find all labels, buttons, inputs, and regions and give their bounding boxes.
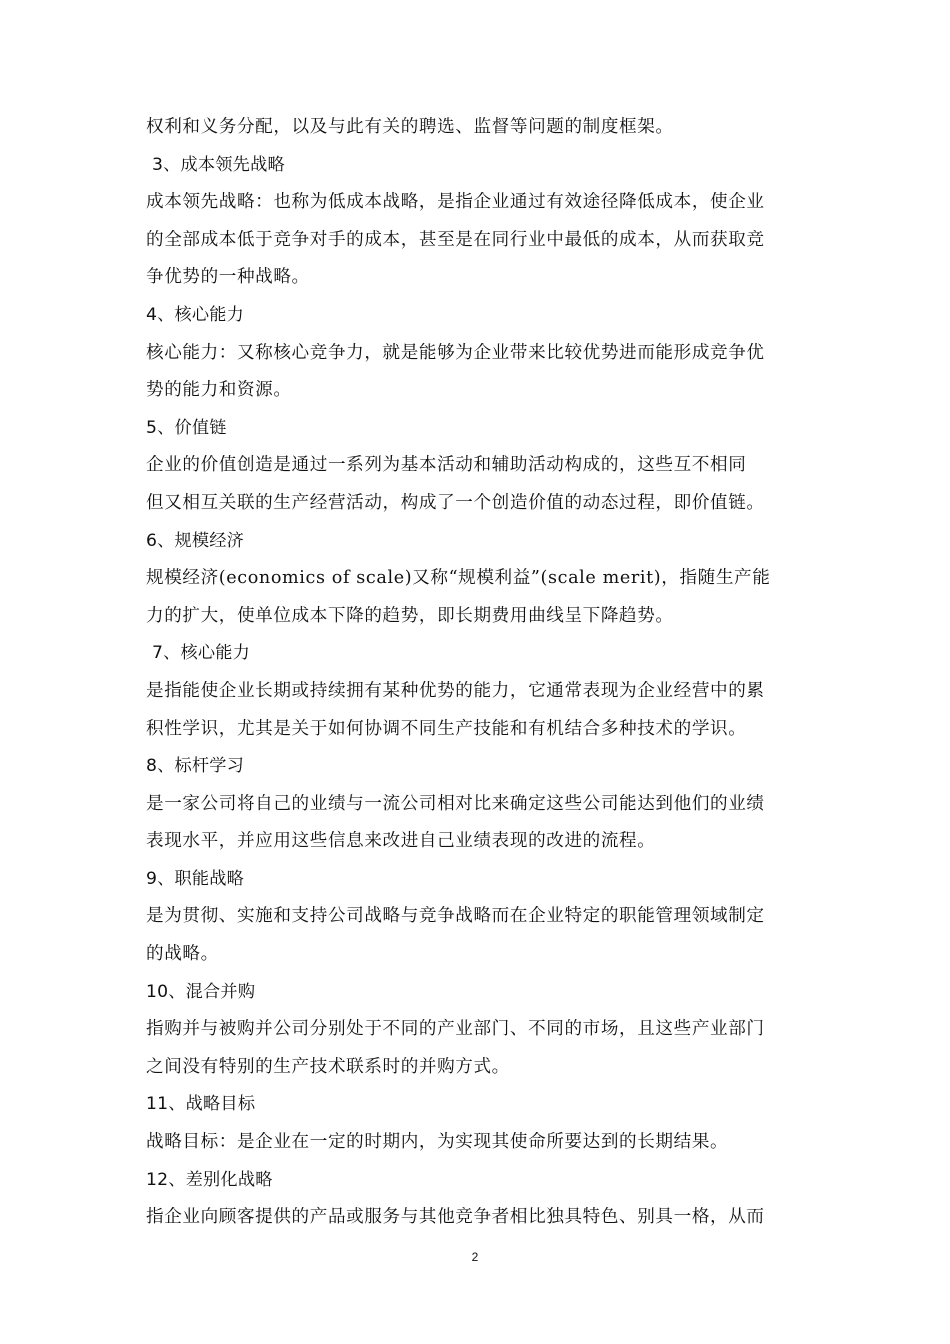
paragraph-line: 战略目标：是企业在一定的时期内，为实现其使命所要达到的长期结果。 [146, 1132, 729, 1153]
section-heading: 4、核心能力 [146, 304, 245, 325]
section-heading: 11、战略目标 [146, 1094, 256, 1115]
section-heading: 3、成本领先战略 [152, 154, 285, 175]
paragraph-line: 争优势的一种战略。 [146, 267, 310, 288]
paragraph-line: 势的能力和资源。 [146, 380, 292, 401]
section-heading: 5、价值链 [146, 417, 227, 438]
paragraph-line: 企业的价值创造是通过一系列为基本活动和辅助活动构成的，这些互不相同 [146, 455, 747, 476]
paragraph-line: 表现水平，并应用这些信息来改进自己业绩表现的改进的流程。 [146, 831, 656, 852]
paragraph-line: 权利和义务分配，以及与此有关的聘选、监督等问题的制度框架。 [146, 117, 674, 137]
paragraph-line: 是一家公司将自己的业绩与一流公司相对比来确定这些公司能达到他们的业绩 [146, 793, 765, 814]
paragraph-line: 的全部成本低于竞争对手的成本，甚至是在同行业中最低的成本，从而获取竞 [146, 229, 765, 250]
section-heading: 12、差别化战略 [146, 1169, 273, 1190]
paragraph-line: 核心能力：又称核心竞争力，就是能够为企业带来比较优势进而能形成竞争优 [146, 342, 765, 363]
page-number: 2 [471, 1250, 479, 1264]
paragraph-line: 积性学识，尤其是关于如何协调不同生产技能和有机结合多种技术的学识。 [146, 718, 747, 739]
section-heading: 10、混合并购 [146, 981, 256, 1002]
paragraph-line: 之间没有特别的生产技术联系时的并购方式。 [146, 1056, 510, 1077]
section-heading: 9、职能战略 [146, 868, 245, 889]
paragraph-line: 成本领先战略：也称为低成本战略，是指企业通过有效途径降低成本，使企业 [146, 192, 765, 213]
paragraph-line: 是为贯彻、实施和支持公司战略与竞争战略而在企业特定的职能管理领域制定 [146, 906, 765, 927]
paragraph-line: 指购并与被购并公司分别处于不同的产业部门、不同的市场，且这些产业部门 [146, 1019, 765, 1040]
paragraph-line: 规模经济(economics of scale)又称“规模利益”(scale merit)，指随生产能 [146, 568, 771, 589]
section-heading: 6、规模经济 [146, 530, 245, 551]
section-heading: 7、核心能力 [152, 643, 251, 664]
paragraph-line: 力的扩大，使单位成本下降的趋势，即长期费用曲线呈下降趋势。 [146, 605, 674, 626]
paragraph-line: 但又相互关联的生产经营活动，构成了一个创造价值的动态过程，即价值链。 [146, 492, 765, 513]
document-body [146, 109, 811, 1237]
paragraph-line: 指企业向顾客提供的产品或服务与其他竞争者相比独具特色、别具一格，从而 [146, 1207, 765, 1228]
section-heading: 8、标杆学习 [146, 756, 245, 777]
paragraph-line: 是指能使企业长期或持续拥有某种优势的能力，它通常表现为企业经营中的累 [146, 680, 765, 701]
paragraph-line: 的战略。 [146, 944, 219, 965]
